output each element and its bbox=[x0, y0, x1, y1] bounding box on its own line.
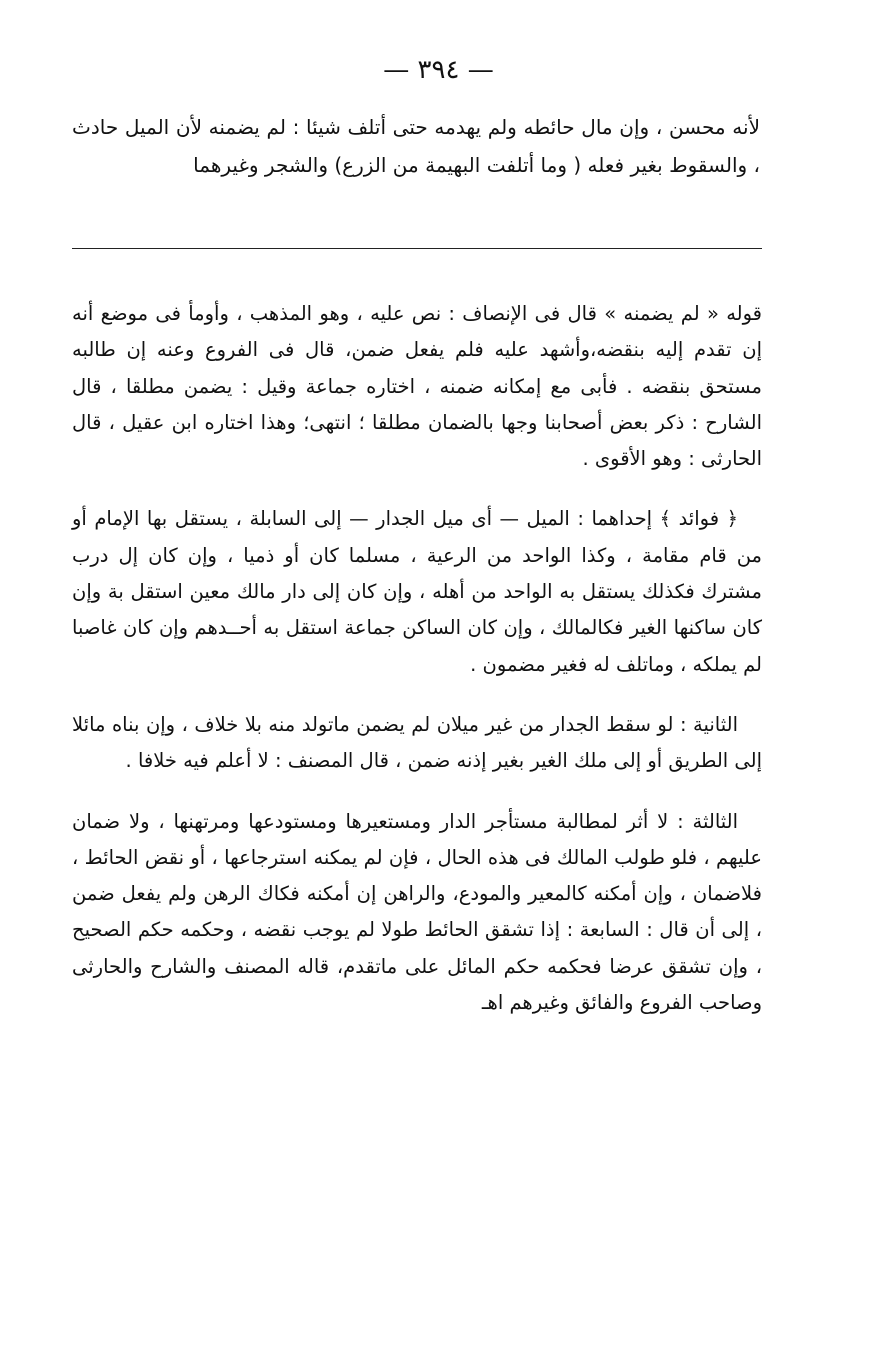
page-number: — ٣٩٤ — bbox=[383, 55, 494, 85]
commentary-paragraph: ﴿ فوائد ﴾ إحداهما : الميل — أى ميل الجدار — إلى السابلة ، يستقل بها الإمام أو من قام مقامة ، وكذا الواحد من الرعية ، مسلما كان أو ذميا ، وإن كان إل درب مشترك فكذلك يستقل به الواحد من أهله ، وإن كان إلى دار مالك معين استقل بة وإن كان ساكنها الغير فكالمالك ، وإن كان الساكن جماعة استقل به أحــدهم وإن كان غاصبا لم يملكه ، وماتلف له فغير مضمون . bbox=[72, 507, 762, 676]
section-divider bbox=[72, 248, 762, 249]
commentary-paragraph: قوله « لم يضمنه » قال فى الإنصاف : نص عليه ، وهو المذهب ، وأومأ فى موضع أنه إن تقدم إليه بنقضه،وأشهد عليه فلم يفعل ضمن، قال فى الفروع وعنه إن طالبه مستحق بنقضه . فأبى مع إمكانه ضمنه ، اختاره جماعة وقيل : يضمن مطلقا ، قال الشارح : ذكر بعض أصحابنا وجها بالضمان مطلقا ؛ انتهى؛ وهذا اختاره ابن عقيل ، قال الحارثى : وهو الأقوى . bbox=[72, 302, 762, 471]
commentary-paragraph: الثالثة : لا أثر لمطالبة مستأجر الدار ومستعيرها ومستودعها ومرتهنها ، ولا ضمان عليهم ، فلو طولب المالك فى هذه الحال ، فإن لم يمكنه استرجاعها ، أو نقض الحائط ، فلاضمان ، وإن أمكنه كالمعير والمودع، والراهن إن أمكنه فكاك الرهن ولم يفعل ضمن ، إلى أن قال : السابعة : إذا تشقق الحائط طولا لم يوجب نقضه ، وحكمه حكم الصحيح ، وإن تشقق عرضا فحكمه حكم المائل على ماتقدم، قاله المصنف والشارح والحارثى وصاحب الفروع والفائق وغيرهم اهـ bbox=[72, 809, 762, 1015]
commentary-section bbox=[72, 296, 762, 1045]
commentary-paragraph: الثانية : لو سقط الجدار من غير ميلان لم يضمن ماتولد منه بلا خلاف ، وإن بناه مائلا إلى الطريق أو إلى ملك الغير بغير إذنه ضمن ، قال المصنف : لا أعلم فيه خلافا . bbox=[72, 712, 762, 773]
main-text: لأنه محسن ، وإن مال حائطه ولم يهدمه حتى أتلف شيئا : لم يضمنه لأن الميل حادث ، والسقوط بغير فعله ( وما أتلفت البهيمة من الزرع) والشجر وغيرهما bbox=[72, 115, 760, 177]
